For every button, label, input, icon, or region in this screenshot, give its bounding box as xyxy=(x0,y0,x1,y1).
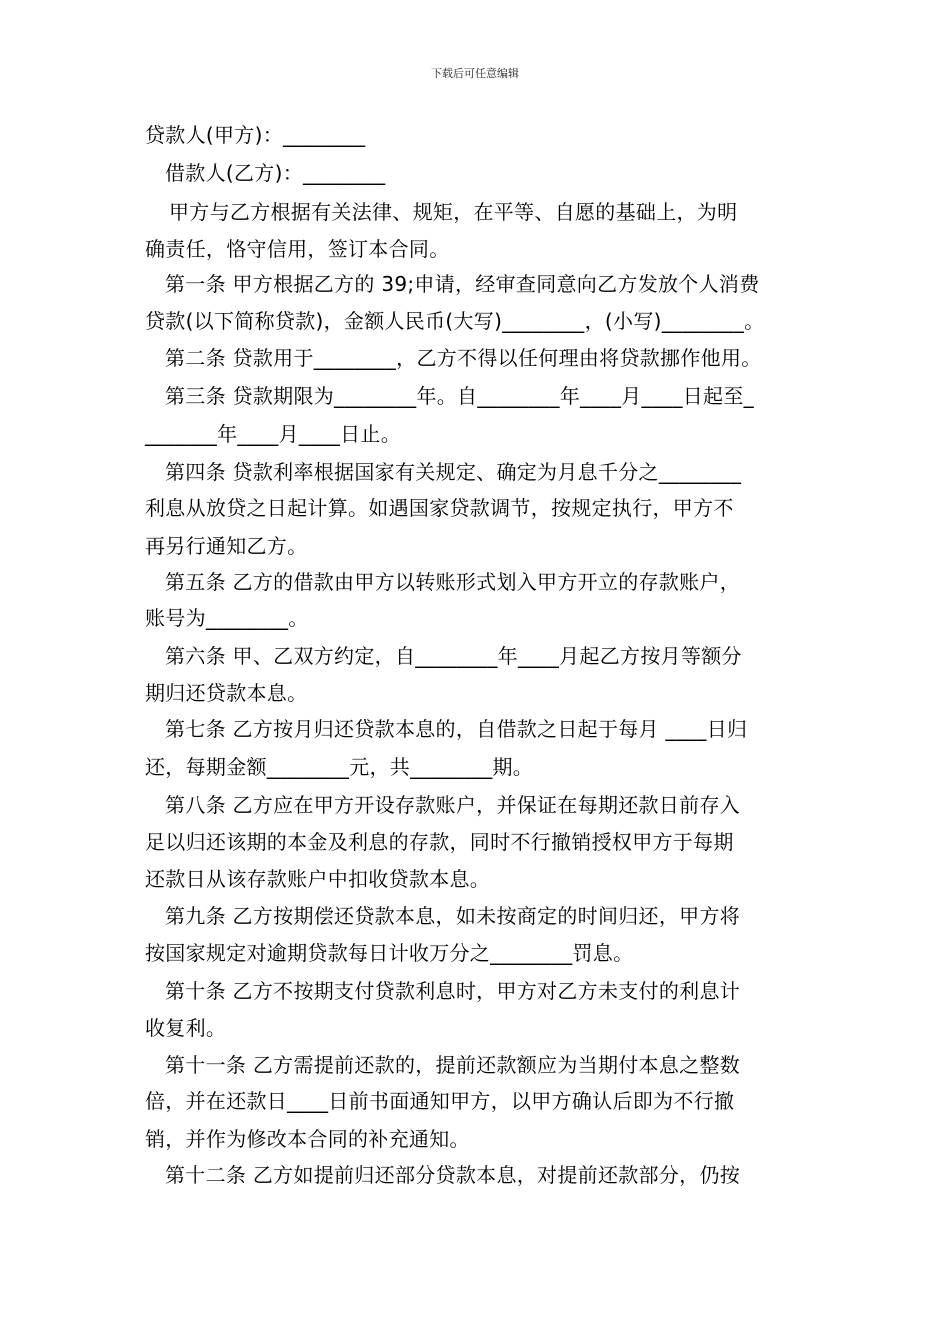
article-8-line-2: 足以归还该期的本金及利息的存款，同时不行撤销授权甲方于每期 xyxy=(145,830,734,854)
article-11-line-2: 倍，并在还款日____日前书面通知甲方，以甲方确认后即为不行撤 xyxy=(145,1089,735,1113)
lender-line: 贷款人(甲方)：________ xyxy=(145,123,366,147)
article-2-line: 第二条 贷款用于________，乙方不得以任何理由将贷款挪作他用。 xyxy=(165,346,762,370)
article-7-line-2: 还，每期金额________元，共________期。 xyxy=(145,755,534,779)
article-4-line-2: 利息从放贷之日起计算。如遇国家贷款调节，按规定执行，甲方不 xyxy=(145,496,734,520)
article-8-line-1: 第八条 乙方应在甲方开设存款账户，并保证在每期还款日前存入 xyxy=(165,793,741,817)
article-8-line-3: 还款日从该存款账户中扣收贷款本息。 xyxy=(145,867,491,891)
preamble-line-2: 确责任，恪守信用，签订本合同。 xyxy=(145,237,450,261)
article-10-line-2: 收复利。 xyxy=(145,1016,227,1040)
article-5-line-1: 第五条 乙方的借款由甲方以转账形式划入甲方开立的存款账户， xyxy=(165,570,741,594)
article-6-line-1: 第六条 甲、乙双方约定，自________年____月起乙方按月等额分 xyxy=(165,644,742,668)
article-12-line-1: 第十二条 乙方如提前归还部分贷款本息，对提前还款部分，仍按 xyxy=(165,1163,741,1187)
article-4-line-3: 再另行通知乙方。 xyxy=(145,534,308,558)
article-7-line-1: 第七条 乙方按月归还贷款本息的，自借款之日起于每月 ____日归 xyxy=(165,717,748,741)
preamble-line-1: 甲方与乙方根据有关法律、规矩，在平等、自愿的基础上，为明 xyxy=(169,200,738,224)
article-3-line-2: _______年____月____日止。 xyxy=(145,422,401,446)
borrower-line: 借款人(乙方)：________ xyxy=(165,161,386,185)
article-9-line-2: 按国家规定对逾期贷款每日计收万分之________罚息。 xyxy=(145,941,634,965)
article-11-line-1: 第十一条 乙方需提前还款的，提前还款额应为当期付本息之整数 xyxy=(165,1053,741,1077)
article-11-line-3: 销，并作为修改本合同的补充通知。 xyxy=(145,1127,470,1151)
article-5-line-2: 账号为________。 xyxy=(145,606,309,630)
article-6-line-2: 期归还贷款本息。 xyxy=(145,681,308,705)
article-1-line-2: 贷款(以下简称贷款)，金额人民币(大写)________，(小写)________。 xyxy=(145,309,765,333)
header-note: 下载后可任意编辑 xyxy=(431,67,519,80)
article-1-line-1: 第一条 甲方根据乙方的 39;申请，经审查同意向乙方发放个人消费 xyxy=(165,272,760,296)
article-10-line-1: 第十条 乙方不按期支付贷款利息时，甲方对乙方未支付的利息计 xyxy=(165,979,741,1003)
article-9-line-1: 第九条 乙方按期偿还贷款本息，如未按商定的时间归还，甲方将 xyxy=(165,904,741,928)
article-3-line-1: 第三条 贷款期限为________年。自________年____月____日起至_ xyxy=(165,384,754,408)
article-4-line-1: 第四条 贷款利率根据国家有关规定、确定为月息千分之________ xyxy=(165,460,742,484)
